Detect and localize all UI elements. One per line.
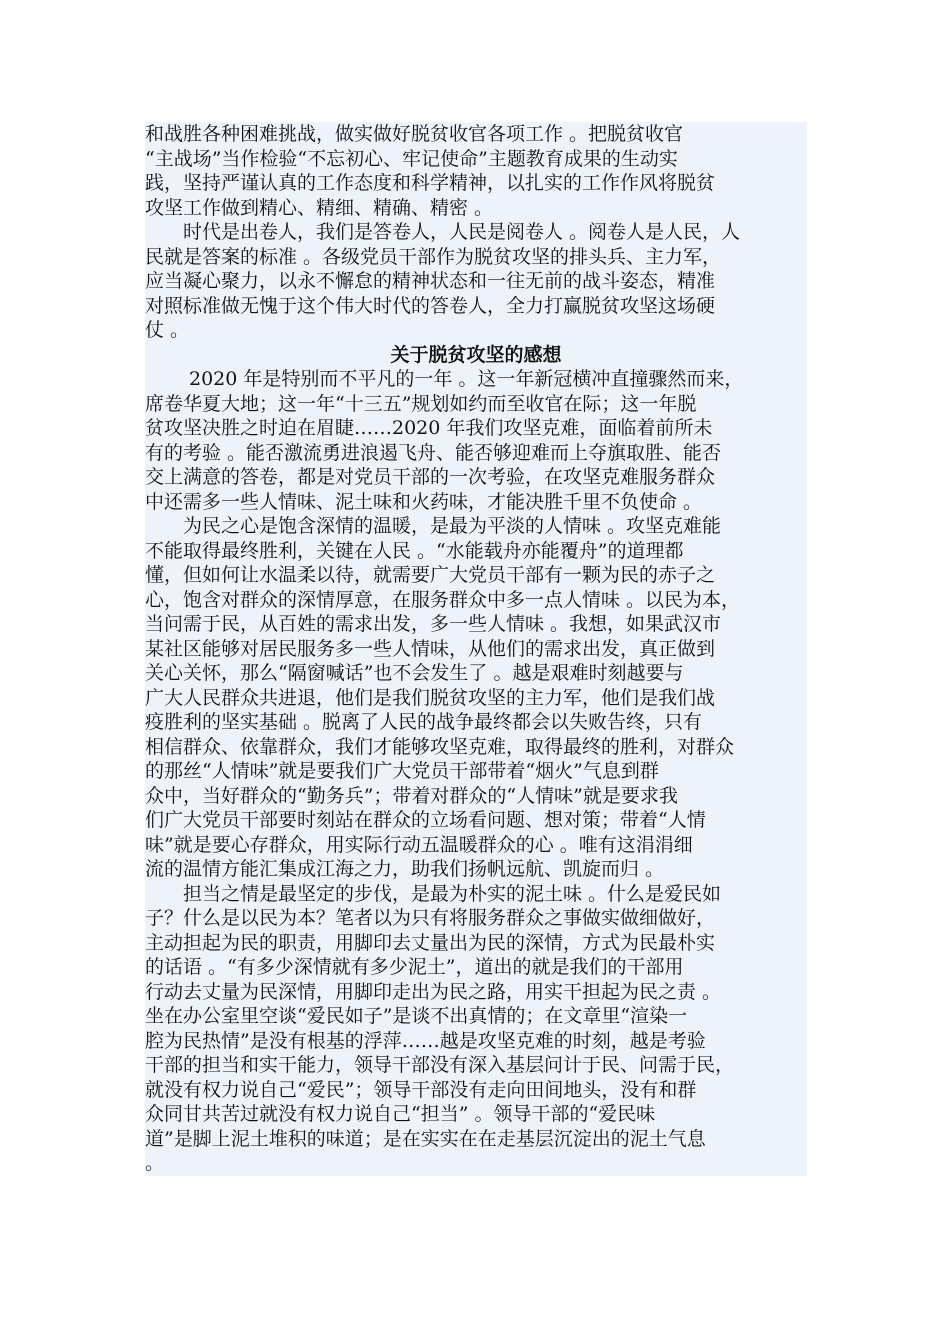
text-line: 民就是答案的标准 。各级党员干部作为脱贫攻坚的排头兵、主力军， — [145, 245, 722, 268]
text-line: 流的温情方能汇集成江海之力，助我们扬帆远航、凯旋而归 。 — [145, 858, 665, 880]
text-line: 味”就是要心存群众，用实际行动五温暖群众的心 。唯有这涓涓细 — [145, 833, 693, 856]
text-line: 腔为民热情”是没有根基的浮萍……越是攻坚克难的时刻，越是考验 — [145, 1029, 706, 1052]
paragraph-first-line: 2020 年是特别而不平凡的一年 。这一年新冠横冲直撞骤然而来， — [189, 368, 744, 390]
text-line: 对照标准做无愧于这个伟大时代的答卷人，全力打赢脱贫攻坚这场硬 — [145, 294, 716, 317]
text-line: 的那丝“人情味”就是要我们广大党员干部带着“烟火”气息到群 — [145, 760, 659, 782]
section-title: 关于脱贫攻坚的感想 — [390, 343, 562, 366]
text-line: 疫胜利的坚实基础 。脱离了人民的战争最终都会以失败告终，只有 — [145, 711, 703, 733]
paragraph-first-line: 为民之心是饱含深情的温暖，是最为平淡的人情味 。攻坚克难能 — [183, 515, 722, 537]
text-line: 。 — [145, 1152, 165, 1174]
text-line: 干部的担当和实干能力，领导干部没有深入基层问计于民、问需于民， — [145, 1054, 735, 1076]
text-line: 仗 。 — [145, 319, 190, 341]
paragraph-first-line: 时代是出卷人，我们是答卷人，人民是阅卷人 。阅卷人是人民，人 — [183, 221, 741, 243]
text-line: “主战场”当作检验“不忘初心、牢记使命”主题教育成果的生动实 — [145, 147, 678, 170]
text-line: 和战胜各种困难挑战，做实做好脱贫收官各项工作 。把脱贫收官 — [145, 123, 684, 145]
text-line: 当问需于民，从百姓的需求出发，多一些人情味 。我想，如果武汉市 — [145, 613, 722, 635]
text-line: 关心关怀，那么“隔窗喊话”也不会发生了 。越是艰难时刻越要与 — [145, 662, 684, 684]
text-line: 子？什么是以民为本？笔者以为只有将服务群众之事做实做细做好， — [145, 907, 716, 929]
text-line: 众同甘共苦过就没有权力说自己“担当” 。领导干部的“爱民味 — [145, 1103, 656, 1125]
text-line: 应当凝心聚力，以永不懈怠的精神状态和一往无前的战斗姿态，精准 — [145, 270, 716, 292]
text-line: 众中，当好群众的“勤务兵”；带着对群众的“人情味”就是要求我 — [145, 784, 678, 807]
text-line: 心，饱含对群众的深情厚意，在服务群众中多一点人情味 。以民为本， — [145, 588, 741, 611]
text-line: 行动去丈量为民深情，用脚印走出为民之路，用实干担起为民之责 。 — [145, 980, 722, 1003]
text-line: 有的考验 。能否激流勇进浪遏飞舟、能否够迎难而上夺旗取胜、能否 — [145, 441, 722, 464]
text-line: 贫攻坚决胜之时迫在眉睫……2020 年我们攻坚克难，面临着前所未 — [145, 417, 713, 439]
text-line: 席卷华夏大地；这一年“十三五”规划如约而至收官在际；这一年脱 — [145, 392, 697, 415]
text-line: 相信群众、依靠群众，我们才能够攻坚克难，取得最终的胜利，对群众 — [145, 735, 735, 758]
text-line: 广大人民群众共进退，他们是我们脱贫攻坚的主力军，他们是我们战 — [145, 686, 716, 709]
paragraph-first-line: 担当之情是最坚定的步伐，是最为朴实的泥土味 。什么是爱民如 — [183, 882, 722, 905]
text-line: 不能取得最终胜利，关键在人民 。“水能载舟亦能覆舟”的道理都 — [145, 539, 684, 562]
text-line: 中还需多一些人情味、泥土味和火药味，才能决胜千里不负使命 。 — [145, 490, 703, 513]
text-line: 攻坚工作做到精心、精细、精确、精密 。 — [145, 196, 494, 219]
text-line: 的话语 。“有多少深情就有多少泥土”，道出的就是我们的干部用 — [145, 956, 684, 978]
text-line: 践，坚持严谨认真的工作态度和科学精神，以扎实的工作作风将脱贫 — [145, 172, 716, 194]
text-line: 就没有权力说自己“爱民”；领导干部没有走向田间地头，没有和群 — [145, 1078, 697, 1101]
text-line: 坐在办公室里空谈“爱民如子”是谈不出真情的；在文章里“渲染一 — [145, 1005, 688, 1027]
text-line: 道”是脚上泥土堆积的味道；是在实实在在走基层沉淀出的泥土气息 — [145, 1127, 706, 1150]
text-line: 们广大党员干部要时刻站在群众的立场看问题、想对策；带着“人情 — [145, 809, 706, 831]
document-body — [145, 122, 807, 1176]
text-line: 懂，但如何让水温柔以待，就需要广大党员干部有一颗为民的赤子之 — [145, 564, 716, 586]
text-line: 交上满意的答卷，都是对党员干部的一次考验，在攻坚克难服务群众 — [145, 466, 716, 488]
text-line: 主动担起为民的职责，用脚印去丈量出为民的深情，方式为民最朴实 — [145, 931, 716, 954]
text-line: 某社区能够对居民服务多一些人情味，从他们的需求出发，真正做到 — [145, 637, 716, 660]
